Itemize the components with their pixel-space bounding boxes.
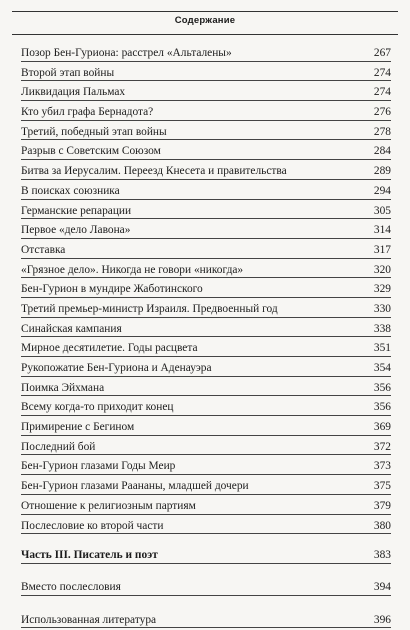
toc-entry-page: 394 [373,580,391,593]
toc-entry-page: 314 [373,224,391,237]
toc-entry-page: 396 [373,613,391,626]
toc-entry[interactable] [21,280,391,300]
toc-entry-page: 375 [373,480,391,493]
table-of-contents [21,44,391,630]
toc-entry-page: 274 [373,66,391,79]
toc-entry-title: Всему когда-то приходит конец [21,401,174,414]
toc-entry[interactable] [21,83,391,103]
toc-entry-title: Позор Бен-Гуриона: расстрел «Альталены» [21,47,232,59]
toc-entry-page: 356 [373,401,391,414]
toc-entry[interactable] [21,44,391,64]
toc-entry[interactable] [21,359,391,379]
toc-entry[interactable] [21,497,391,517]
toc-entry-title: Использованная литература [21,613,157,626]
toc-entry-title: «Грязное дело». Никогда не говори «никогда» [21,263,244,276]
toc-entry-page: 274 [373,86,391,99]
toc-entry-page: 372 [373,440,391,453]
toc-entry-title: В поисках союзника [21,184,120,197]
toc-entry-page: 356 [373,381,391,394]
toc-entry[interactable] [21,517,391,537]
toc-entry-title: Бен-Гурион глазами Раананы, младшей дочери [21,480,249,493]
toc-entry-page: 276 [373,106,391,119]
toc-entry-title: Бен-Гурион глазами Годы Меир [21,460,176,473]
toc-entry[interactable] [21,103,391,123]
toc-entry-title: Последний бой [21,440,96,453]
toc-entry[interactable] [21,202,391,222]
toc-entry[interactable] [21,457,391,477]
toc-entry[interactable] [21,398,391,418]
toc-entry[interactable] [21,418,391,438]
toc-entry-page: 338 [373,322,391,335]
toc-entry[interactable] [21,162,391,182]
toc-entry-title: Примирение с Бегином [21,421,135,434]
toc-part-entry[interactable] [21,546,391,566]
toc-entry-title: Кто убил графа Бернадота? [21,106,154,119]
running-header [12,4,398,30]
toc-entry[interactable] [21,182,391,202]
toc-entry[interactable] [21,379,391,399]
toc-entry-page: 294 [373,184,391,197]
toc-entry[interactable] [21,123,391,143]
toc-entry-title: Послесловие ко второй части [21,519,164,532]
toc-entry[interactable] [21,142,391,162]
toc-entry-title: Третий, победный этап войны [21,125,167,138]
toc-entry-page: 373 [373,460,391,473]
toc-entry-page: 380 [373,519,391,532]
toc-entry-title: Вместо послесловия [21,580,121,593]
toc-entry[interactable] [21,438,391,458]
toc-entry-title: Мирное десятилетие. Годы расцвета [21,342,198,355]
toc-entry-title: Отношение к религиозным партиям [21,499,196,512]
toc-entry-page: 369 [373,421,391,434]
toc-entry-title: Синайская кампания [21,322,122,335]
toc-entry-title: Часть III. Писатель и поэт [21,549,158,562]
toc-entry[interactable] [21,64,391,84]
toc-entry[interactable] [21,300,391,320]
toc-bibliography-entry[interactable] [21,611,391,630]
toc-entry-page: 320 [373,263,391,276]
toc-entry-page: 317 [373,243,391,256]
toc-entry-page: 379 [373,499,391,512]
toc-entry-title: Отставка [21,243,66,256]
toc-entry-title: Битва за Иерусалим. Переезд Кнесета и правительства [21,165,287,178]
toc-entry-title: Первое «дело Лавона» [21,224,131,237]
toc-entry-title: Германские репарации [21,204,132,217]
toc-entry-page: 284 [373,145,391,158]
toc-entry-title: Третий премьер-министр Израиля. Предвоенный год [21,302,278,315]
toc-entry[interactable] [21,477,391,497]
toc-entry[interactable] [21,241,391,261]
toc-entry-page: 351 [373,342,391,355]
toc-entry[interactable] [21,221,391,241]
toc-entry-page: 289 [373,165,391,178]
toc-entry-title: Поимка Эйхмана [21,381,105,394]
toc-entry-title: Ликвидация Пальмах [21,86,126,99]
toc-entry[interactable] [21,320,391,340]
toc-entry[interactable] [21,339,391,359]
toc-entry-page: 383 [373,549,391,562]
header-title: Содержание [171,15,240,26]
toc-entry-page: 330 [373,302,391,315]
toc-entry-page: 329 [373,283,391,296]
leader-rule [21,258,391,259]
toc-entry-title: Рукопожатие Бен-Гуриона и Аденауэра [21,362,212,374]
toc-entry-page: 354 [373,362,391,374]
toc-entry-page: 278 [373,125,391,138]
toc-entry-title: Бен-Гурион в мундире Жаботинского [21,283,203,296]
toc-entry-page: 267 [373,47,391,59]
toc-entry-page: 305 [373,204,391,217]
toc-entry-title: Второй этап войны [21,66,115,79]
toc-entry[interactable] [21,261,391,281]
toc-entry-title: Разрыв с Советским Союзом [21,145,161,158]
